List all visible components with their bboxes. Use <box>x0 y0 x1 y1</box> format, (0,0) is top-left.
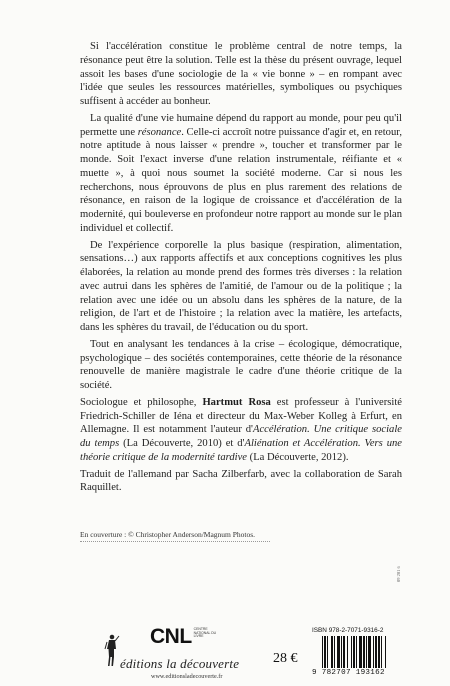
cnl-logo <box>150 626 220 647</box>
resonance-term: résonance <box>137 126 182 138</box>
dotted-divider <box>80 541 270 542</box>
bio-c: (La Découverte, 2010) et d' <box>119 438 245 449</box>
cnl-logo-subtext: CENTRE NATIONAL DU LIVRE <box>193 627 217 639</box>
bio-a: Sociologue et philosophe, <box>80 396 203 408</box>
vertical-code: 09 201 6 <box>396 566 401 582</box>
blurb-paragraph-2-b: . Celle-ci accroît notre puissance d'agir et, en retour, notre aptitude à nous laisser « prendre », toucher et transformer par le monde. Soit l'exact inverse d'une relation instrumentale, réifiante et « muette », à quoi nous soumet la société moderne. Car si nous les recherchons, nous éprouvons de plus en plus rarement des relations de résonance, en raison de la logique de croissance et d'accélération de la modernité, qui bouleverse en profondeur notre rapport au monde sur le plan individuel et collectif. <box>80 126 402 234</box>
blurb-paragraph-3: De l'expérience corporelle la plus basique (respiration, alimentation, sensations…) aux rapports affectifs et aux conceptions cognitives les plus élaborées, la relation au monde prend des formes très diverses : la relation avec autrui dans les sphères de l'amitié, de l'amour ou de la politique ; la relation avec une idée ou un absolu dans les sphères de la nature, de la religion, de l'art et de l'histoire ; la relation avec la matière, les artefacts, dans les sphères du travail, de l'éducation ou du sport. <box>80 239 402 333</box>
bio-d: (La Découverte, 2012). <box>247 451 349 463</box>
cnl-logo-text: CNL <box>150 625 192 648</box>
publisher-figure-icon <box>104 633 120 667</box>
author-name: Hartmut Rosa <box>202 396 271 408</box>
barcode-icon <box>322 636 402 668</box>
blurb-paragraph-4: Tout en analysant les tendances à la crise – écologique, démocratique, psychologique – des sociétés contemporaines, cette théorie de la résonance renouvelle de manière magistrale le cadre d'une théorie critique de la société. <box>80 338 402 391</box>
blurb-paragraph-1: Si l'accélération constitue le problème central de notre temps, la résonance peut être la solution. Telle est la thèse du présent ouvrage, lequel assoit les bases d'une sociologie de la « vie bonne » – en rompant avec l'idée que seules les ressources matérielles, symboliques ou psychiques suffisent à accéder au bonheur. <box>80 41 402 107</box>
publisher-name: éditions la découverte <box>120 656 240 671</box>
publisher-url: www.editionsladecouverte.fr <box>151 673 223 680</box>
translation-credit: Traduit de l'allemand par Sacha Zilberfarb, avec la collaboration de Sarah Raquillet. <box>80 468 402 494</box>
book-title-1: Accélération. Une critique sociale du temps <box>80 424 402 449</box>
book-title-2: Aliénation et Accélération. Vers une théorie critique de la modernité tardive <box>80 438 402 463</box>
barcode-number: 9 782707 193162 <box>312 669 385 677</box>
author-bio <box>80 396 402 465</box>
bio-b: est professeur à l'université Friedrich-Schiller de Iéna et directeur du Max-Weber Kolleg à Erfurt, en Allemagne. Il est notamment l'auteur d' <box>80 396 402 436</box>
cover-photo-credit: En couverture : © Christopher Anderson/Magnum Photos. <box>80 530 256 539</box>
price: 28 € <box>273 651 298 666</box>
blurb-paragraph-2-a: La qualité d'une vie humaine dépend du rapport au monde, pour peu qu'il permette une <box>80 112 402 138</box>
blurb-paragraph-2 <box>80 112 402 236</box>
isbn-label: ISBN 978-2-7071-9316-2 <box>312 627 384 634</box>
main-text <box>80 40 402 495</box>
